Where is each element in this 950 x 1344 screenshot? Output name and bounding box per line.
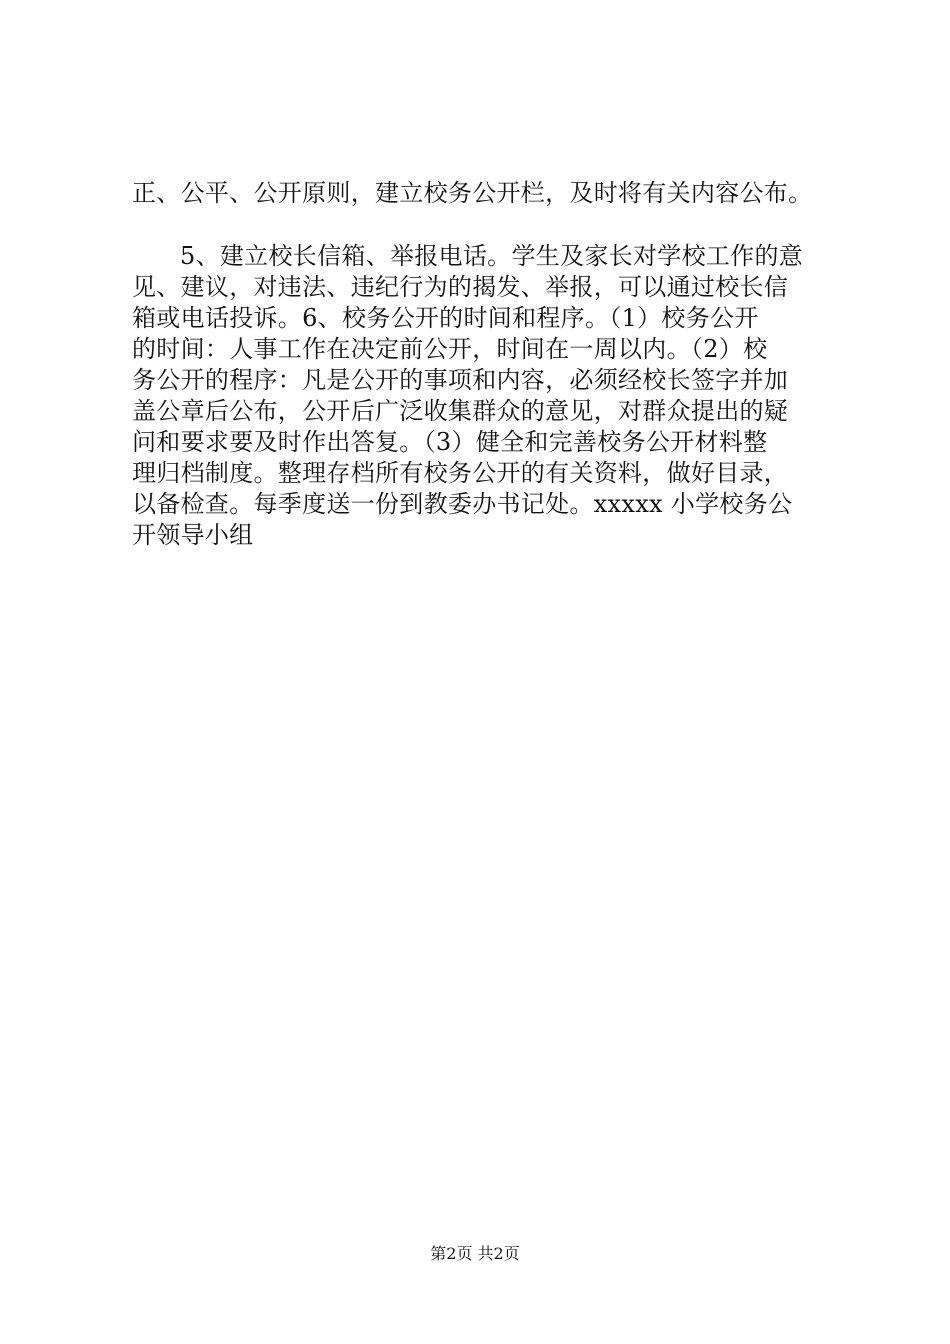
text-line-7: 盖公章后公布，公开后广泛收集群众的意见，对群众提出的疑: [132, 397, 789, 425]
page-footer: 第2页 共2页: [430, 1244, 520, 1263]
text-line-4: 箱或电话投诉。6、校务公开的时间和程序。（1）校务公开: [132, 304, 759, 332]
text-line-10: 以备检查。每季度送一份到教委办书记处。xxxxx 小学校务公: [132, 490, 793, 518]
text-line-5: 的时间：人事工作在决定前公开，时间在一周以内。（2）校: [132, 335, 768, 363]
text-line-1: 正、公平、公开原则，建立校务公开栏，及时将有关内容公布。: [132, 179, 813, 207]
text-line-11: 开领导小组: [132, 521, 254, 549]
text-line-9: 理归档制度。整理存档所有校务公开的有关资料，做好目录，: [132, 459, 789, 487]
text-line-2: 5、建立校长信箱、举报电话。学生及家长对学校工作的意: [180, 242, 804, 270]
text-line-8: 问和要求要及时作出答复。（3）健全和完善校务公开材料整: [132, 428, 768, 456]
text-line-3: 见、建议，对违法、违纪行为的揭发、举报，可以通过校长信: [132, 273, 789, 301]
text-line-6: 务公开的程序：凡是公开的事项和内容，必须经校长签字并加: [132, 366, 789, 394]
